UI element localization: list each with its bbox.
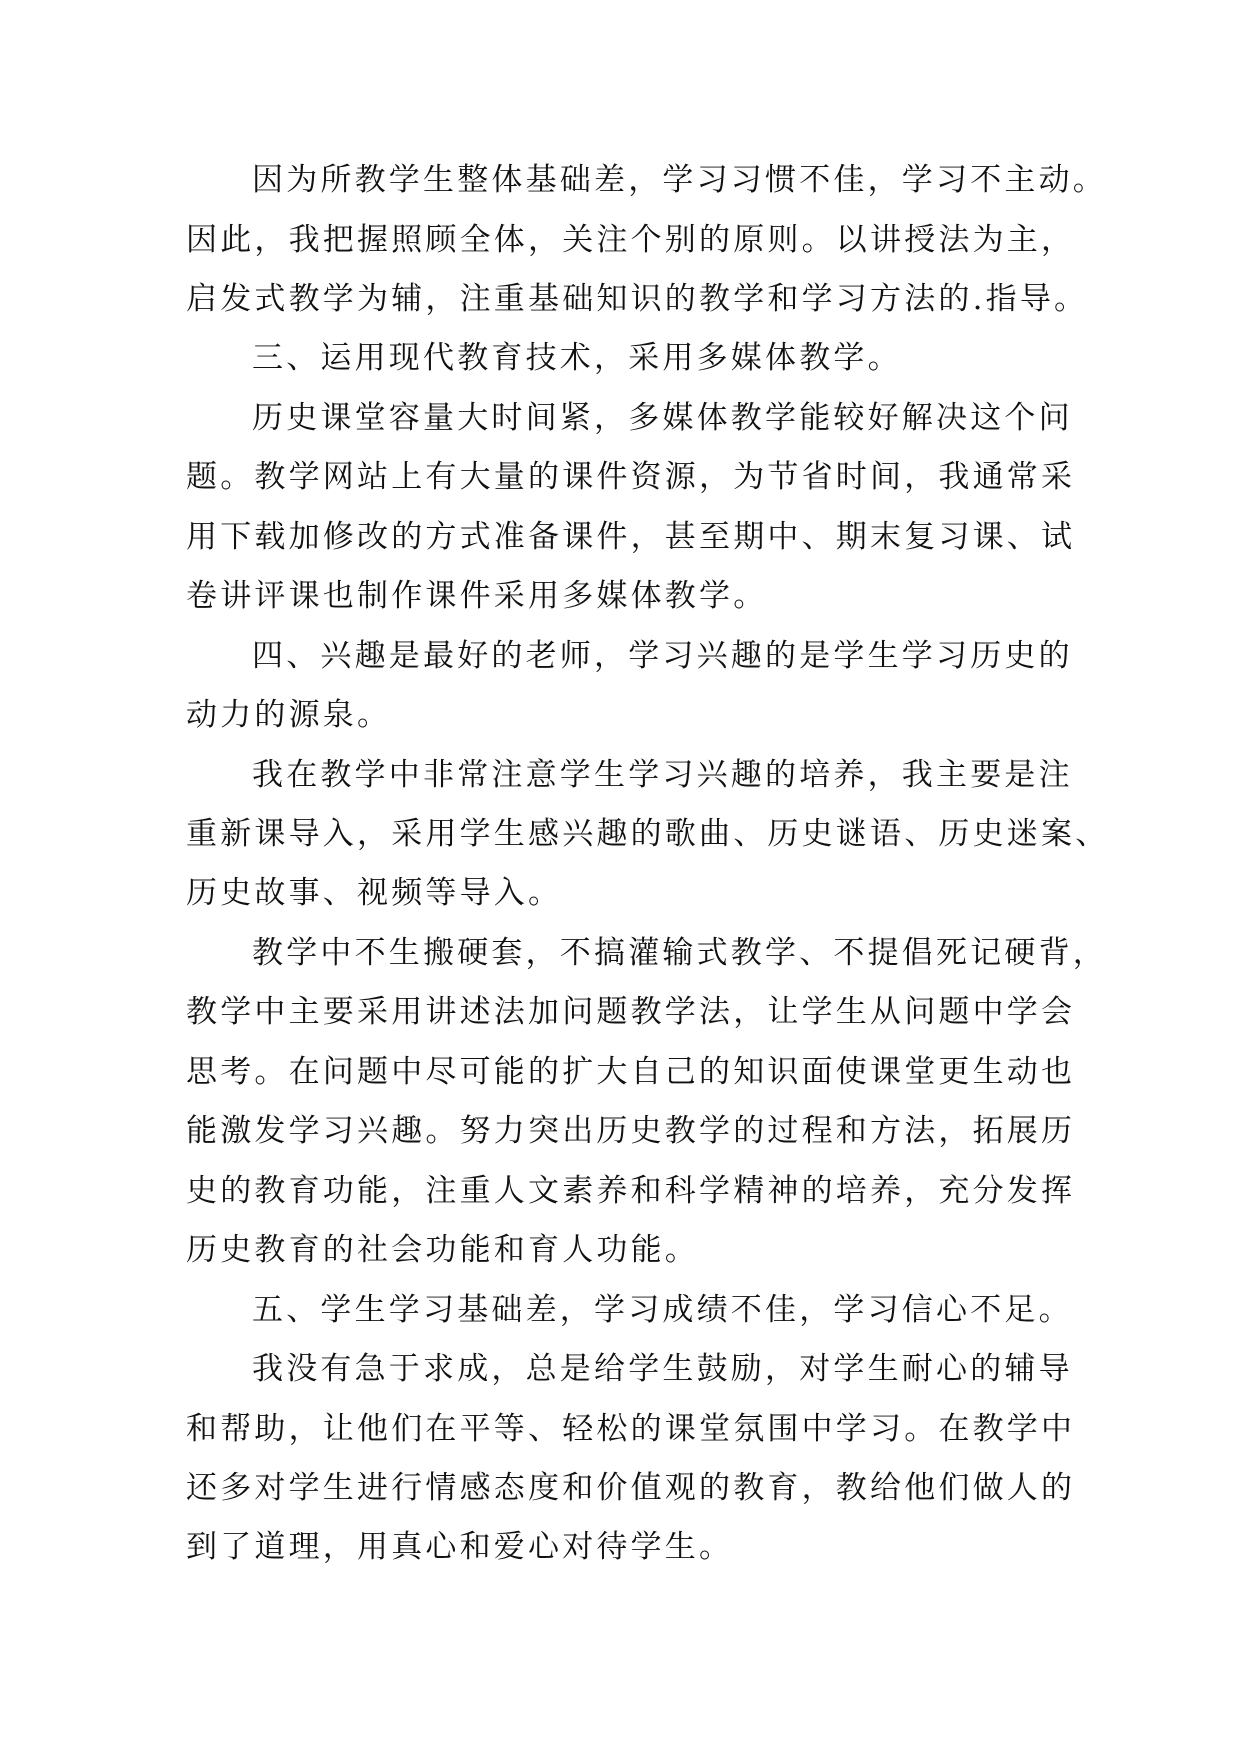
section-heading-continued: 动力的源泉。 — [186, 697, 392, 733]
paragraph-line: 重新课导入，采用学生感兴趣的歌曲、历史谜语、历史迷案、 — [186, 816, 1110, 852]
paragraph-line: 还多对学生进行情感态度和价值观的教育，教给他们做人的 — [186, 1470, 1076, 1506]
paragraph-line: 能激发学习兴趣。努力突出历史教学的过程和方法，拓展历 — [186, 1113, 1076, 1149]
paragraph-line: 和帮助，让他们在平等、轻松的课堂氛围中学习。在教学中 — [186, 1411, 1076, 1447]
paragraph-line: 教学中不生搬硬套，不搞灌输式教学、不提倡死记硬背， — [252, 935, 1107, 971]
paragraph-line: 历史教育的社会功能和育人功能。 — [186, 1232, 699, 1268]
paragraph-line: 历史故事、视频等导入。 — [186, 875, 563, 911]
paragraph-line: 启发式教学为辅，注重基础知识的教学和学习方法的.指导。 — [186, 281, 1089, 317]
paragraph-line: 卷讲评课也制作课件采用多媒体教学。 — [186, 578, 768, 614]
paragraph-line: 我在教学中非常注意学生学习兴趣的培养，我主要是注 — [252, 757, 1073, 793]
paragraph-line: 题。教学网站上有大量的课件资源，为节省时间，我通常采 — [186, 459, 1076, 495]
paragraph-line: 用下载加修改的方式准备课件，甚至期中、期末复习课、试 — [186, 519, 1076, 555]
section-heading: 四、兴趣是最好的老师，学习兴趣的是学生学习历史的 — [252, 638, 1073, 674]
section-heading: 五、学生学习基础差，学习成绩不佳，学习信心不足。 — [252, 1292, 1073, 1328]
paragraph-line: 因为所教学生整体基础差，学习习惯不佳，学习不主动。 — [252, 162, 1107, 198]
paragraph-line: 教学中主要采用讲述法加问题教学法，让学生从问题中学会 — [186, 994, 1076, 1030]
paragraph-line: 我没有急于求成，总是给学生鼓励，对学生耐心的辅导 — [252, 1351, 1073, 1387]
paragraph-line: 历史课堂容量大时间紧，多媒体教学能较好解决这个问 — [252, 400, 1073, 436]
paragraph-line: 思考。在问题中尽可能的扩大自己的知识面使课堂更生动也 — [186, 1054, 1076, 1090]
paragraph-line: 到了道理，用真心和爱心对待学生。 — [186, 1529, 734, 1565]
paragraph-line: 因此，我把握照顾全体，关注个别的原则。以讲授法为主， — [186, 222, 1076, 258]
section-heading: 三、运用现代教育技术，采用多媒体教学。 — [252, 340, 902, 376]
paragraph-line: 史的教育功能，注重人文素养和科学精神的培养，充分发挥 — [186, 1173, 1076, 1209]
